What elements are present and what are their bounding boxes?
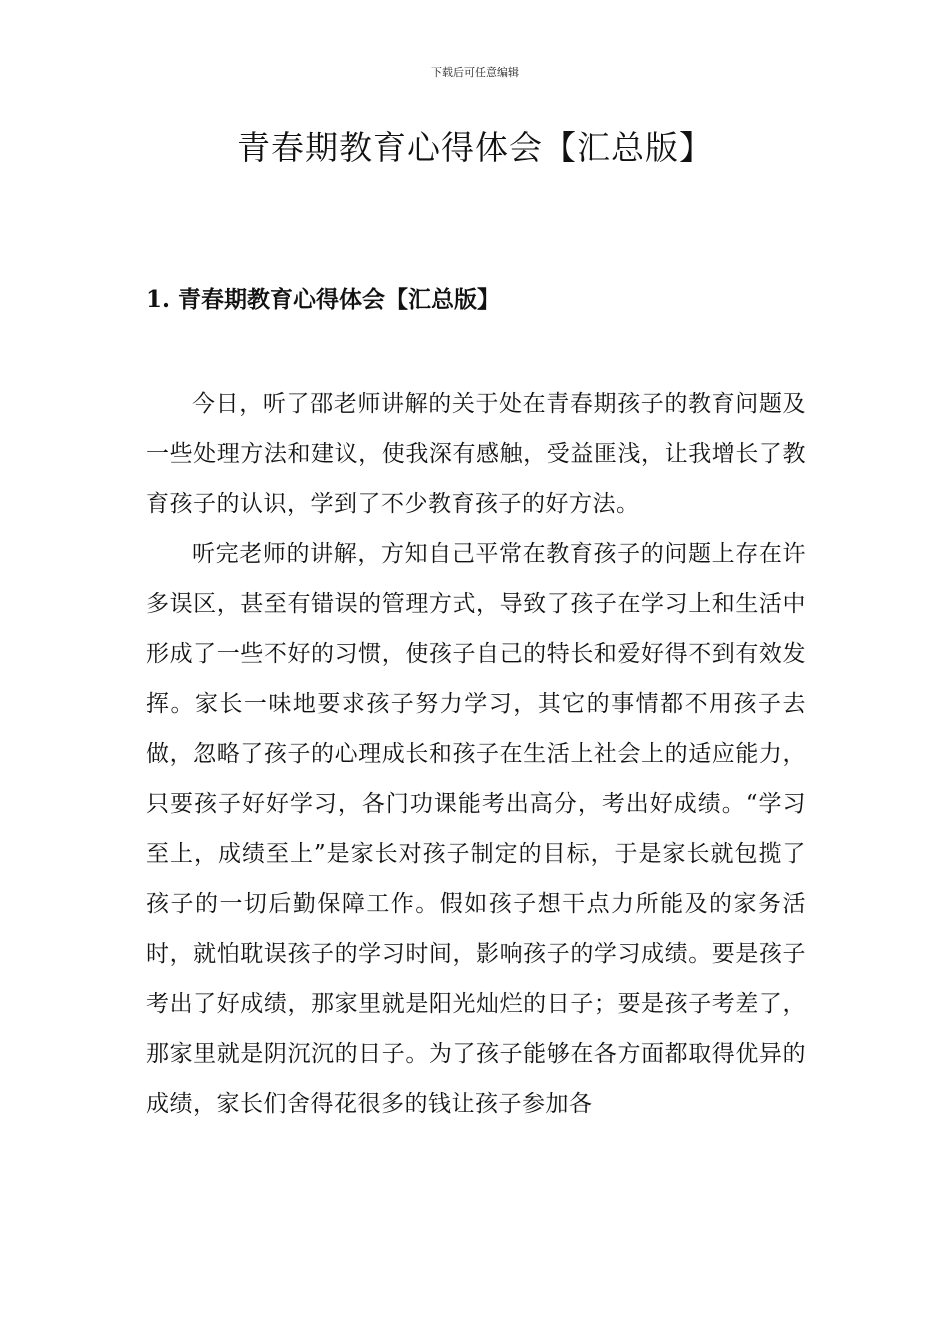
section-heading: 1. 青春期教育心得体会【汇总版】 (146, 286, 501, 313)
paragraph: 今日，听了邵老师讲解的关于处在青春期孩子的教育问题及一些处理方法和建议，使我深有感触，受益匪浅，让我增长了教育孩子的认识，学到了不少教育孩子的好方法。 (146, 391, 806, 517)
header-note: 下载后可任意编辑 (431, 66, 519, 79)
document-title: 青春期教育心得体会【汇总版】 (237, 128, 713, 167)
body-text (146, 379, 806, 1129)
paragraph: 听完老师的讲解，方知自己平常在教育孩子的问题上存在许多误区，甚至有错误的管理方式，导致了孩子在学习上和生活中形成了一些不好的习惯，使孩子自己的特长和爱好得不到有效发挥。家长一味地要求孩子努力学习，其它的事情都不用孩子去做，忽略了孩子的心理成长和孩子在生活上社会上的适应能力，只要孩子好好学习，各门功课能考出高分，考出好成绩。“学习至上，成绩至上”是家长对孩子制定的目标，于是家长就包揽了孩子的一切后勤保障工作。假如孩子想干点力所能及的家务活时，就怕耽误孩子的学习时间，影响孩子的学习成绩。要是孩子考出了好成绩，那家里就是阳光灿烂的日子；要是孩子考差了，那家里就是阴沉沉的日子。为了孩子能够在各方面都取得优异的成绩，家长们舍得花很多的钱让孩子参加各 (146, 541, 806, 1117)
